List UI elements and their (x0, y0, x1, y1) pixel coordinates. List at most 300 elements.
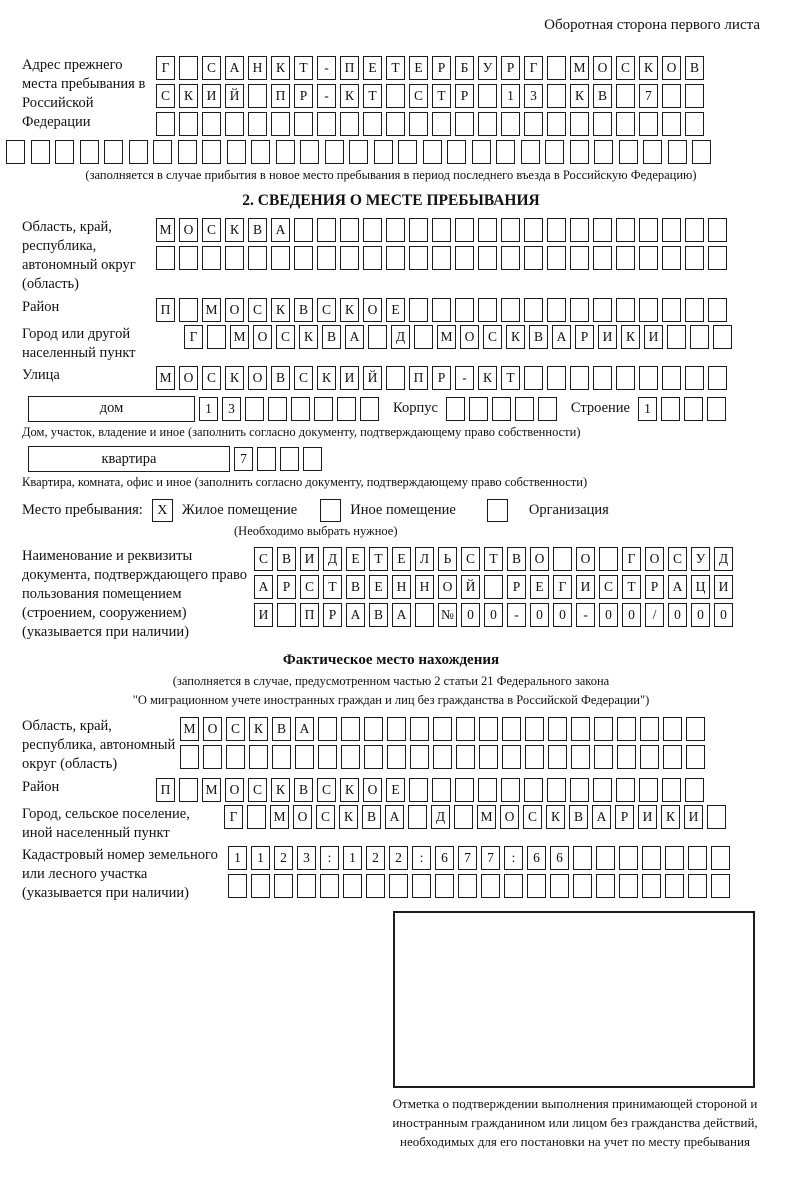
char-box[interactable] (325, 140, 344, 164)
char-box[interactable] (668, 140, 687, 164)
char-box[interactable] (179, 298, 198, 322)
char-box[interactable] (447, 140, 466, 164)
char-box[interactable] (277, 603, 296, 627)
char-box[interactable] (690, 325, 709, 349)
char-box[interactable] (711, 874, 730, 898)
char-box[interactable] (616, 112, 635, 136)
char-box[interactable]: В (593, 84, 612, 108)
char-box[interactable]: Р (432, 56, 451, 80)
char-box[interactable]: С (248, 778, 267, 802)
char-box[interactable] (268, 397, 287, 421)
char-box[interactable]: Н (415, 575, 434, 599)
char-box[interactable]: В (569, 805, 588, 829)
char-box[interactable] (594, 140, 613, 164)
char-box[interactable] (707, 397, 726, 421)
char-box[interactable]: Л (415, 547, 434, 571)
char-box[interactable] (492, 397, 511, 421)
char-box[interactable]: О (500, 805, 519, 829)
char-box[interactable] (455, 112, 474, 136)
char-box[interactable]: 3 (524, 84, 543, 108)
char-box[interactable]: О (253, 325, 272, 349)
char-box[interactable]: К (661, 805, 680, 829)
char-box[interactable] (386, 112, 405, 136)
char-box[interactable]: Р (277, 575, 296, 599)
char-box[interactable] (593, 218, 612, 242)
char-box[interactable]: И (202, 84, 221, 108)
char-box[interactable]: О (645, 547, 664, 571)
char-box[interactable] (547, 366, 566, 390)
char-box[interactable]: И (254, 603, 273, 627)
char-box[interactable] (228, 874, 247, 898)
char-box[interactable]: 2 (389, 846, 408, 870)
char-box[interactable] (340, 218, 359, 242)
char-box[interactable]: А (345, 325, 364, 349)
char-box[interactable] (501, 218, 520, 242)
char-box[interactable] (665, 874, 684, 898)
char-box[interactable]: Р (294, 84, 313, 108)
char-box[interactable] (156, 246, 175, 270)
char-box[interactable]: С (254, 547, 273, 571)
char-box[interactable]: 1 (501, 84, 520, 108)
char-box[interactable]: С (294, 366, 313, 390)
char-box[interactable] (364, 717, 383, 741)
char-box[interactable]: П (156, 298, 175, 322)
char-box[interactable] (692, 140, 711, 164)
char-box[interactable] (409, 112, 428, 136)
char-box[interactable]: А (592, 805, 611, 829)
char-box[interactable]: М (202, 778, 221, 802)
char-box[interactable] (202, 112, 221, 136)
char-box[interactable] (387, 745, 406, 769)
char-box[interactable] (662, 218, 681, 242)
char-box[interactable] (272, 745, 291, 769)
char-box[interactable]: С (317, 298, 336, 322)
char-box[interactable]: Й (363, 366, 382, 390)
char-box[interactable] (257, 447, 276, 471)
char-box[interactable]: 1 (199, 397, 218, 421)
char-box[interactable] (303, 447, 322, 471)
char-box[interactable] (640, 717, 659, 741)
char-box[interactable]: В (294, 778, 313, 802)
char-box[interactable] (639, 218, 658, 242)
char-box[interactable]: Г (156, 56, 175, 80)
char-box[interactable]: О (225, 778, 244, 802)
char-box[interactable]: Г (524, 56, 543, 80)
char-box[interactable]: О (248, 366, 267, 390)
char-box[interactable]: С (248, 298, 267, 322)
char-box[interactable]: А (295, 717, 314, 741)
char-box[interactable]: М (570, 56, 589, 80)
char-box[interactable]: Б (455, 56, 474, 80)
char-box[interactable] (274, 874, 293, 898)
char-box[interactable] (684, 397, 703, 421)
char-box[interactable]: 6 (527, 846, 546, 870)
char-box[interactable] (570, 112, 589, 136)
char-box[interactable] (596, 874, 615, 898)
char-box[interactable]: А (668, 575, 687, 599)
char-box[interactable]: В (322, 325, 341, 349)
char-box[interactable] (55, 140, 74, 164)
char-box[interactable]: И (576, 575, 595, 599)
char-box[interactable] (446, 397, 465, 421)
char-box[interactable] (685, 778, 704, 802)
char-box[interactable]: Ц (691, 575, 710, 599)
char-box[interactable] (432, 218, 451, 242)
char-box[interactable] (570, 218, 589, 242)
char-box[interactable]: М (156, 366, 175, 390)
char-box[interactable]: О (293, 805, 312, 829)
char-box[interactable]: 0 (530, 603, 549, 627)
char-box[interactable]: К (340, 84, 359, 108)
char-box[interactable]: Г (184, 325, 203, 349)
char-box[interactable] (423, 140, 442, 164)
char-box[interactable]: А (271, 218, 290, 242)
char-box[interactable] (251, 874, 270, 898)
char-box[interactable] (553, 547, 572, 571)
char-box[interactable]: О (179, 218, 198, 242)
char-box[interactable]: Р (645, 575, 664, 599)
char-box[interactable] (662, 112, 681, 136)
char-box[interactable] (179, 112, 198, 136)
char-box[interactable]: - (455, 366, 474, 390)
char-box[interactable]: - (576, 603, 595, 627)
char-box[interactable]: С (202, 366, 221, 390)
char-box[interactable] (524, 218, 543, 242)
char-box[interactable]: М (230, 325, 249, 349)
char-box[interactable] (435, 874, 454, 898)
char-box[interactable]: С (616, 56, 635, 80)
char-box[interactable] (156, 112, 175, 136)
char-box[interactable] (410, 717, 429, 741)
char-box[interactable] (639, 778, 658, 802)
char-box[interactable] (412, 874, 431, 898)
apartment-box[interactable]: квартира (28, 446, 230, 472)
char-box[interactable]: И (714, 575, 733, 599)
char-box[interactable] (663, 745, 682, 769)
char-box[interactable] (458, 874, 477, 898)
char-box[interactable] (178, 140, 197, 164)
char-box[interactable]: О (593, 56, 612, 80)
char-box[interactable] (547, 84, 566, 108)
char-box[interactable]: Е (369, 575, 388, 599)
char-box[interactable] (294, 112, 313, 136)
char-box[interactable]: В (248, 218, 267, 242)
char-box[interactable] (573, 846, 592, 870)
char-box[interactable]: : (504, 846, 523, 870)
char-box[interactable] (525, 717, 544, 741)
char-box[interactable]: К (179, 84, 198, 108)
char-box[interactable]: В (277, 547, 296, 571)
char-box[interactable]: К (546, 805, 565, 829)
char-box[interactable]: В (529, 325, 548, 349)
char-box[interactable] (570, 298, 589, 322)
char-box[interactable] (433, 745, 452, 769)
char-box[interactable] (663, 717, 682, 741)
char-box[interactable] (504, 874, 523, 898)
char-box[interactable]: К (506, 325, 525, 349)
char-box[interactable] (515, 397, 534, 421)
char-box[interactable] (570, 140, 589, 164)
char-box[interactable] (538, 397, 557, 421)
char-box[interactable]: А (385, 805, 404, 829)
char-box[interactable]: С (483, 325, 502, 349)
char-box[interactable]: Р (575, 325, 594, 349)
char-box[interactable] (386, 366, 405, 390)
char-box[interactable] (616, 218, 635, 242)
char-box[interactable]: К (570, 84, 589, 108)
char-box[interactable] (599, 547, 618, 571)
char-box[interactable] (643, 140, 662, 164)
char-box[interactable] (642, 874, 661, 898)
char-box[interactable]: В (362, 805, 381, 829)
char-box[interactable]: В (272, 717, 291, 741)
char-box[interactable] (685, 84, 704, 108)
char-box[interactable] (410, 745, 429, 769)
char-box[interactable] (524, 112, 543, 136)
char-box[interactable]: № (438, 603, 457, 627)
char-box[interactable]: В (685, 56, 704, 80)
char-box[interactable] (570, 246, 589, 270)
char-box[interactable]: О (576, 547, 595, 571)
char-box[interactable]: Р (432, 366, 451, 390)
char-box[interactable] (469, 397, 488, 421)
char-box[interactable] (524, 246, 543, 270)
char-box[interactable]: 0 (691, 603, 710, 627)
char-box[interactable] (179, 246, 198, 270)
char-box[interactable]: Р (615, 805, 634, 829)
char-box[interactable]: Е (386, 298, 405, 322)
char-box[interactable]: Е (346, 547, 365, 571)
char-box[interactable] (688, 846, 707, 870)
char-box[interactable] (225, 246, 244, 270)
char-box[interactable] (713, 325, 732, 349)
char-box[interactable]: 3 (222, 397, 241, 421)
char-box[interactable] (294, 246, 313, 270)
char-box[interactable]: О (662, 56, 681, 80)
char-box[interactable] (617, 745, 636, 769)
char-box[interactable]: 0 (553, 603, 572, 627)
char-box[interactable] (409, 778, 428, 802)
char-box[interactable]: : (412, 846, 431, 870)
char-box[interactable] (432, 298, 451, 322)
char-box[interactable]: Г (622, 547, 641, 571)
char-box[interactable] (593, 366, 612, 390)
char-box[interactable] (570, 778, 589, 802)
char-box[interactable] (570, 366, 589, 390)
char-box[interactable]: С (300, 575, 319, 599)
char-box[interactable] (667, 325, 686, 349)
char-box[interactable] (527, 874, 546, 898)
char-box[interactable]: Т (622, 575, 641, 599)
char-box[interactable] (398, 140, 417, 164)
char-box[interactable] (708, 246, 727, 270)
char-box[interactable]: Т (363, 84, 382, 108)
char-box[interactable]: Р (455, 84, 474, 108)
char-box[interactable] (456, 745, 475, 769)
char-box[interactable]: К (299, 325, 318, 349)
char-box[interactable] (294, 218, 313, 242)
char-box[interactable]: Т (484, 547, 503, 571)
char-box[interactable]: Т (501, 366, 520, 390)
char-box[interactable] (550, 874, 569, 898)
char-box[interactable] (454, 805, 473, 829)
char-box[interactable]: Е (363, 56, 382, 80)
char-box[interactable] (409, 298, 428, 322)
char-box[interactable] (455, 298, 474, 322)
char-box[interactable]: П (156, 778, 175, 802)
char-box[interactable]: - (317, 84, 336, 108)
char-box[interactable]: И (340, 366, 359, 390)
char-box[interactable] (524, 366, 543, 390)
char-box[interactable] (619, 846, 638, 870)
char-box[interactable]: В (369, 603, 388, 627)
char-box[interactable] (478, 112, 497, 136)
char-box[interactable] (180, 745, 199, 769)
char-box[interactable]: Г (224, 805, 243, 829)
char-box[interactable]: К (639, 56, 658, 80)
char-box[interactable]: Т (369, 547, 388, 571)
char-box[interactable] (685, 366, 704, 390)
char-box[interactable]: В (346, 575, 365, 599)
char-box[interactable] (455, 246, 474, 270)
char-box[interactable] (414, 325, 433, 349)
char-box[interactable] (548, 745, 567, 769)
char-box[interactable]: К (249, 717, 268, 741)
char-box[interactable] (525, 745, 544, 769)
char-box[interactable]: Е (409, 56, 428, 80)
char-box[interactable]: М (156, 218, 175, 242)
char-box[interactable] (320, 874, 339, 898)
char-box[interactable]: К (478, 366, 497, 390)
char-box[interactable]: О (225, 298, 244, 322)
char-box[interactable]: Д (391, 325, 410, 349)
char-box[interactable]: О (203, 717, 222, 741)
char-box[interactable]: Ь (438, 547, 457, 571)
char-box[interactable] (547, 778, 566, 802)
char-box[interactable] (455, 778, 474, 802)
char-box[interactable]: К (339, 805, 358, 829)
char-box[interactable] (80, 140, 99, 164)
char-box[interactable] (573, 874, 592, 898)
char-box[interactable] (225, 112, 244, 136)
char-box[interactable] (619, 874, 638, 898)
char-box[interactable]: О (179, 366, 198, 390)
char-box[interactable]: К (225, 218, 244, 242)
char-box[interactable]: 7 (481, 846, 500, 870)
char-box[interactable] (481, 874, 500, 898)
other-premises-checkbox[interactable] (320, 499, 341, 522)
char-box[interactable]: У (691, 547, 710, 571)
char-box[interactable]: 0 (484, 603, 503, 627)
char-box[interactable] (479, 745, 498, 769)
char-box[interactable] (596, 846, 615, 870)
char-box[interactable] (547, 56, 566, 80)
char-box[interactable] (708, 218, 727, 242)
char-box[interactable] (349, 140, 368, 164)
char-box[interactable] (686, 717, 705, 741)
char-box[interactable] (271, 246, 290, 270)
char-box[interactable]: О (363, 778, 382, 802)
char-box[interactable] (685, 298, 704, 322)
char-box[interactable] (366, 874, 385, 898)
char-box[interactable] (317, 246, 336, 270)
char-box[interactable]: 3 (297, 846, 316, 870)
char-box[interactable]: И (300, 547, 319, 571)
char-box[interactable] (360, 397, 379, 421)
char-box[interactable] (363, 218, 382, 242)
char-box[interactable] (662, 778, 681, 802)
char-box[interactable] (374, 140, 393, 164)
char-box[interactable]: М (270, 805, 289, 829)
char-box[interactable] (639, 112, 658, 136)
char-box[interactable]: 6 (550, 846, 569, 870)
char-box[interactable] (479, 717, 498, 741)
char-box[interactable]: А (225, 56, 244, 80)
char-box[interactable] (295, 745, 314, 769)
char-box[interactable] (343, 874, 362, 898)
char-box[interactable]: - (507, 603, 526, 627)
char-box[interactable]: Е (386, 778, 405, 802)
char-box[interactable] (662, 246, 681, 270)
char-box[interactable] (415, 603, 434, 627)
char-box[interactable] (639, 246, 658, 270)
char-box[interactable] (386, 84, 405, 108)
char-box[interactable]: 0 (599, 603, 618, 627)
char-box[interactable] (708, 366, 727, 390)
char-box[interactable] (711, 846, 730, 870)
char-box[interactable]: С (523, 805, 542, 829)
char-box[interactable] (337, 397, 356, 421)
char-box[interactable]: Т (386, 56, 405, 80)
char-box[interactable]: 0 (622, 603, 641, 627)
char-box[interactable] (521, 140, 540, 164)
char-box[interactable]: 0 (461, 603, 480, 627)
char-box[interactable] (617, 717, 636, 741)
char-box[interactable] (502, 745, 521, 769)
house-box[interactable]: дом (28, 396, 195, 422)
char-box[interactable]: Е (530, 575, 549, 599)
char-box[interactable]: С (276, 325, 295, 349)
char-box[interactable] (685, 112, 704, 136)
char-box[interactable]: С (156, 84, 175, 108)
char-box[interactable]: Р (507, 575, 526, 599)
char-box[interactable] (662, 84, 681, 108)
char-box[interactable] (317, 218, 336, 242)
char-box[interactable]: 6 (435, 846, 454, 870)
char-box[interactable] (616, 778, 635, 802)
char-box[interactable] (432, 246, 451, 270)
char-box[interactable]: 7 (234, 447, 253, 471)
char-box[interactable] (248, 84, 267, 108)
char-box[interactable] (433, 717, 452, 741)
char-box[interactable] (227, 140, 246, 164)
char-box[interactable]: 1 (228, 846, 247, 870)
char-box[interactable] (478, 246, 497, 270)
char-box[interactable] (571, 717, 590, 741)
char-box[interactable] (341, 745, 360, 769)
char-box[interactable] (472, 140, 491, 164)
char-box[interactable]: П (271, 84, 290, 108)
char-box[interactable] (226, 745, 245, 769)
char-box[interactable]: С (226, 717, 245, 741)
char-box[interactable] (297, 874, 316, 898)
char-box[interactable]: 0 (714, 603, 733, 627)
char-box[interactable] (484, 575, 503, 599)
char-box[interactable] (685, 218, 704, 242)
char-box[interactable]: С (202, 56, 221, 80)
char-box[interactable] (639, 366, 658, 390)
char-box[interactable] (202, 140, 221, 164)
